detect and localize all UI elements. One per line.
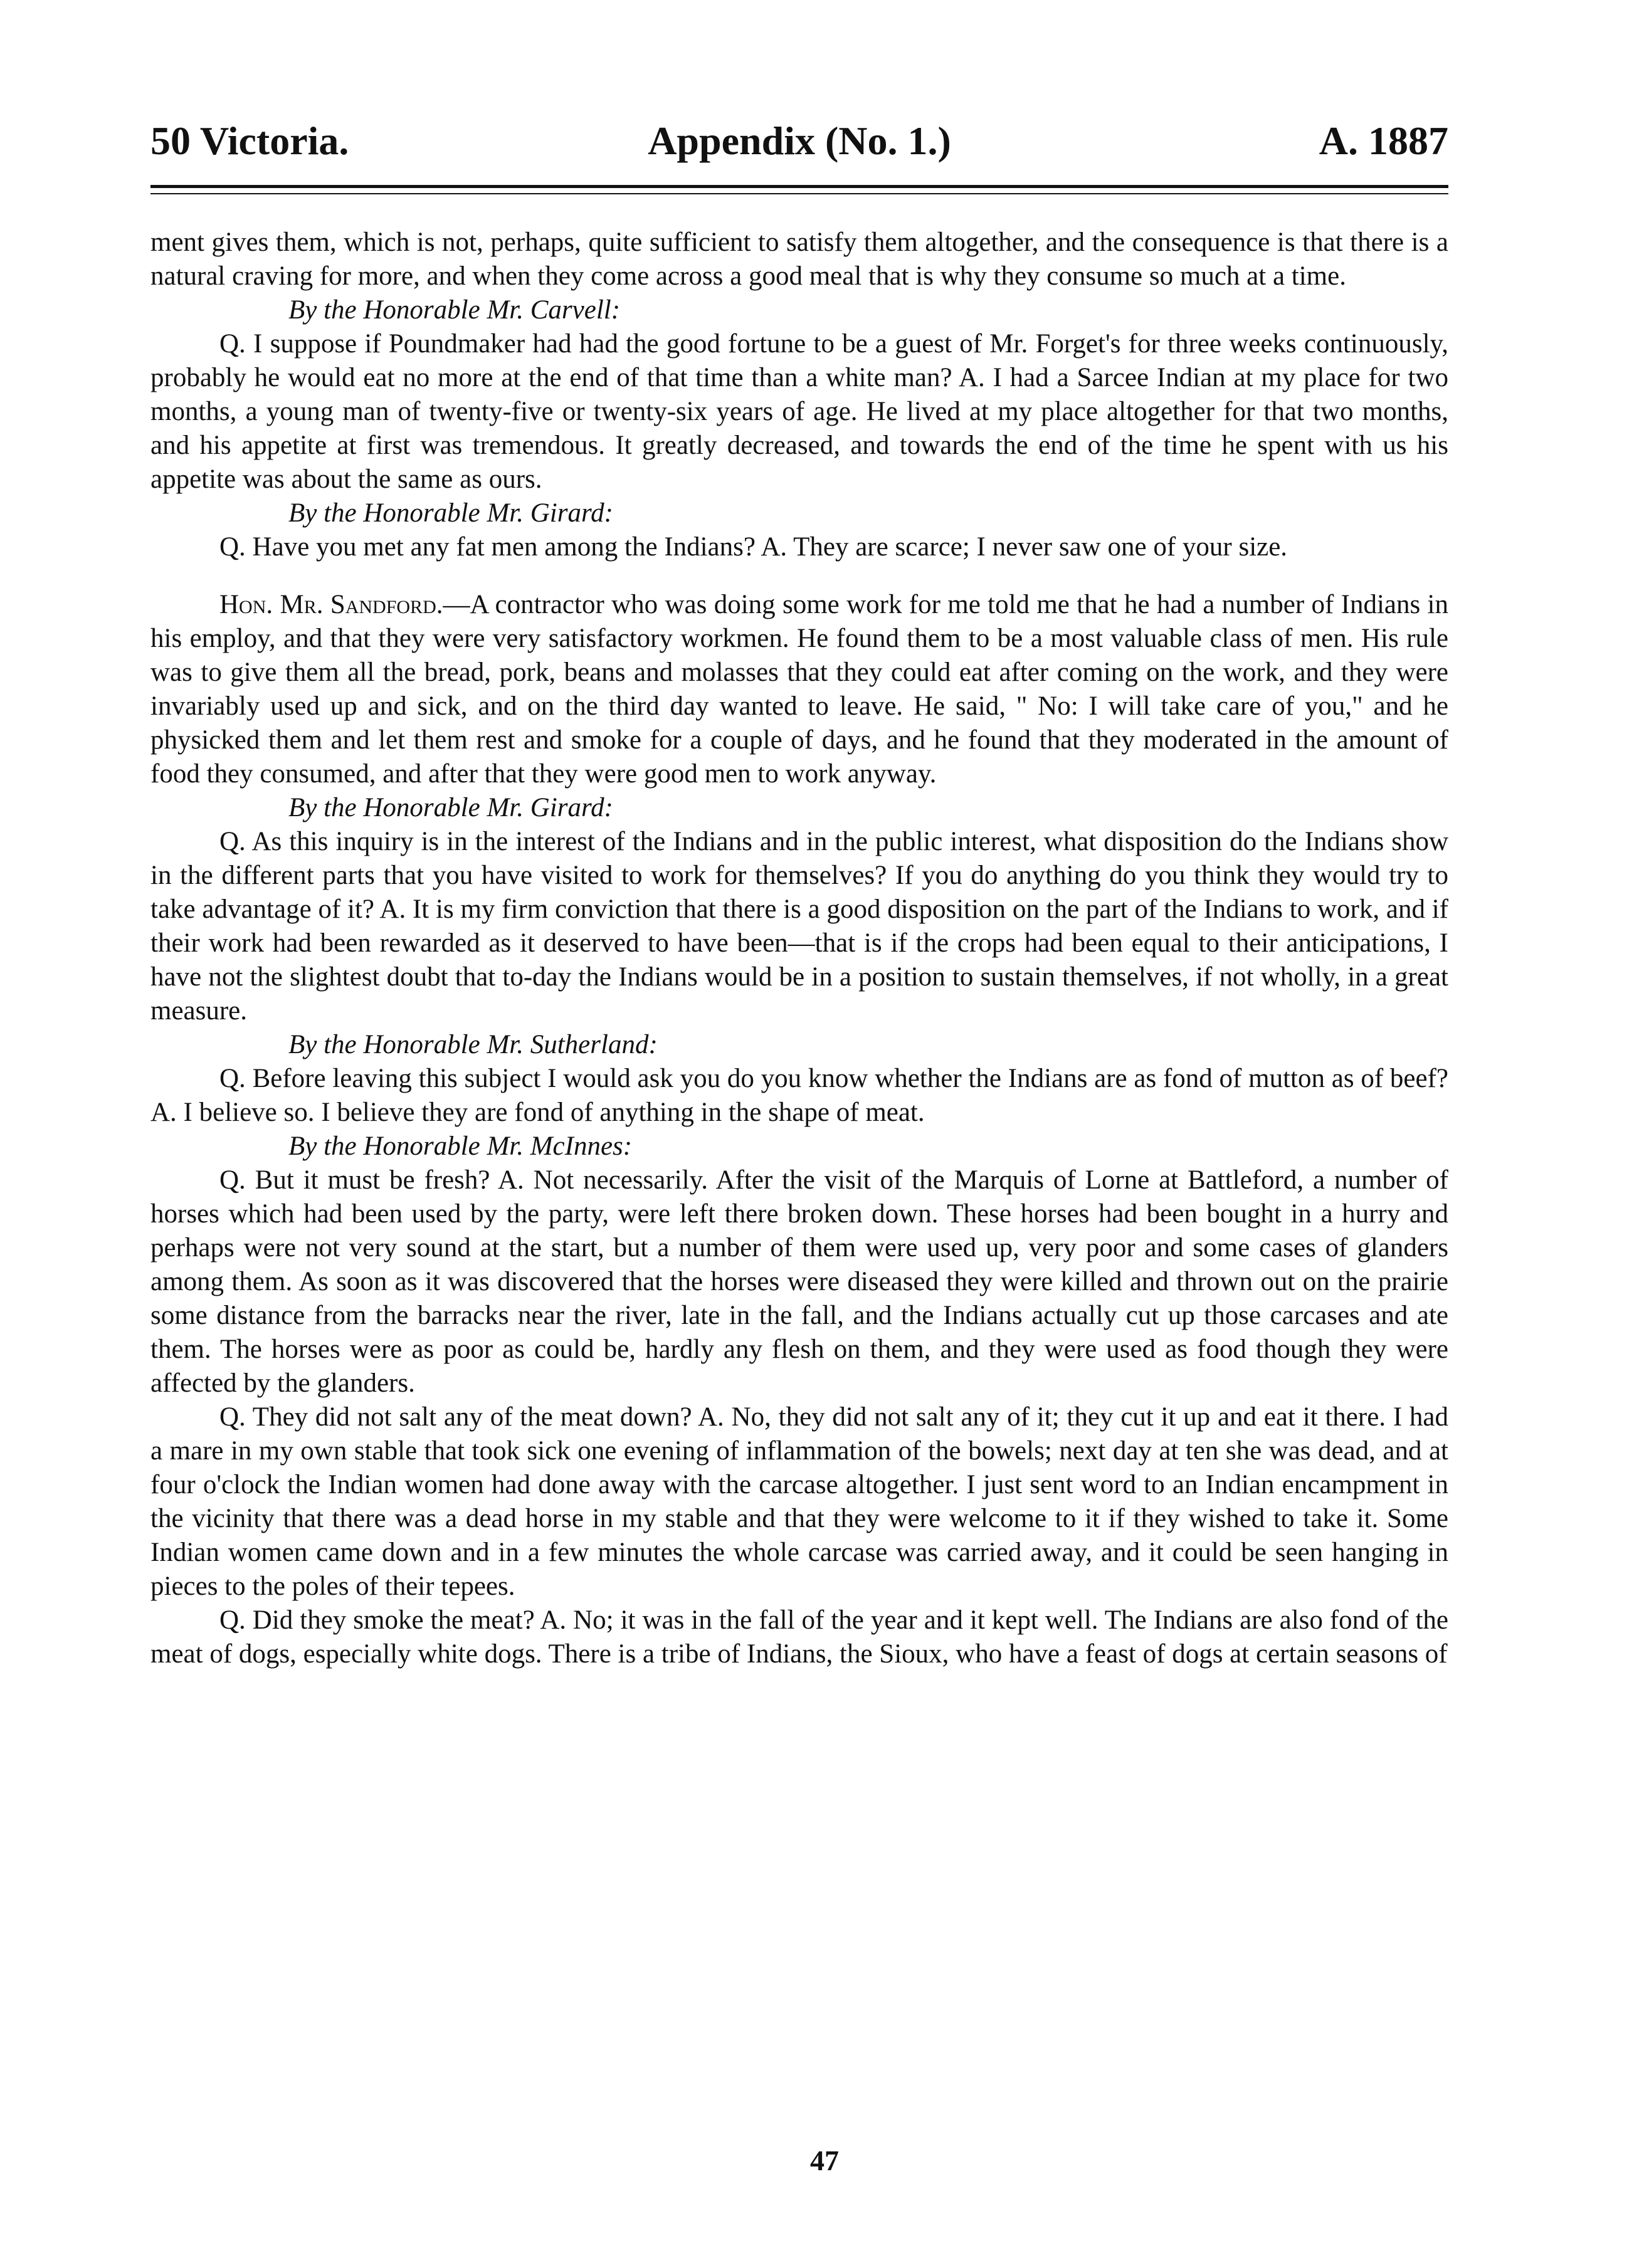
statement-speaker: Hon. Mr. Sandford. [219,590,443,619]
paragraph: Q. Did they smoke the meat? A. No; it was in the fall of the year and it kept well. The Indians are also fond of the meat of dogs, especially white dogs. There is a tribe of Indians, the Sioux, who have a feast of dogs at certain seasons of [150,1605,1448,1669]
speaker-heading: By the Honorable Mr. Carvell: [288,295,621,325]
header-rule-thin [150,193,1448,194]
speaker-heading: By the Honorable Mr. McInnes: [288,1131,633,1161]
page-number: 47 [810,2145,839,2176]
body-text [150,226,1448,1671]
running-head [150,113,1448,169]
paragraph: Q. As this inquiry is in the interest of the Indians and in the public interest, what disposition do the Indians show in the different parts that you have visited to work for themselves? If you do anything do you think they would try to take advantage of it? A. It is my firm conviction that there is a good disposition on the part of the Indians to work, and if their work had been rewarded as it deserved to have been—that is if the crops had been equal to their anticipations, I have not the slightest doubt that to-day the Indians would be in a position to sustain themselves, if not wholly, in a great measure. [150,827,1448,1026]
paragraph: Q. Have you met any fat men among the Indians? A. They are scarce; I never saw one of your size. [219,532,1288,562]
paragraph: Q. I suppose if Poundmaker had had the good fortune to be a guest of Mr. Forget's for three weeks continuously, probably he would eat no more at the end of that time than a white man? A. I had a Sarcee Indian at my place for two months, a young man of twenty-five or twenty-six years of age. He lived at my place altogether for that two months, and his appetite at first was tremendous. It greatly decreased, and towards the end of the time he spent with us his appetite was about the same as ours. [150,329,1448,494]
speaker-heading: By the Honorable Mr. Girard: [288,793,613,822]
header-appendix: Appendix (No. 1.) [648,118,951,163]
paragraph-continuation: ment gives them, which is not, perhaps, quite sufficient to satisfy them altogether, and the consequence is that there is a natural craving for more, and when they come across a good meal that is why they consume so much at a time. [150,228,1448,291]
speaker-heading: By the Honorable Mr. Sutherland: [288,1030,658,1059]
header-year: A. 1887 [1319,118,1448,163]
speaker-heading: By the Honorable Mr. Girard: [288,498,613,528]
statement-text: —A contractor who was doing some work for me told me that he had a number of Indians in his employ, and that they were very satisfactory workmen. He found them to be a most valuable class of men. His rule was to give them all the bread, pork, beans and molasses that they could eat after coming on the work, and they were invariably used up and sick, and on the third day wanted to leave. He said, " No: I will take care of you," and he physicked them and let them rest and smoke for a couple of days, and he found that they moderated in the amount of food they consumed, and after that they were good men to work anyway. [150,590,1449,789]
paragraph: Q. Before leaving this subject I would ask you do you know whether the Indians are as fond of mutton as of beef? A. I believe so. I believe they are fond of anything in the shape of meat. [150,1064,1448,1127]
paragraph: Q. They did not salt any of the meat down? A. No, they did not salt any of it; they cut it up and eat it there. I had a mare in my own stable that took sick one evening of inflammation of the bowels; next day at ten she was dead, and at four o'clock the Indian women had done away with the carcase altogether. I just sent word to an Indian encampment in the vicinity that there was a dead horse in my stable and that they were welcome to it if they wished to take it. Some Indian women came down and in a few minutes the whole carcase was carried away, and it could be seen hanging in pieces to the poles of their tepees. [150,1402,1448,1601]
header-rule-thick [150,185,1448,188]
header-session: 50 Victoria. [150,118,349,163]
statement-paragraph [150,588,1448,791]
paragraph: Q. But it must be fresh? A. Not necessarily. After the visit of the Marquis of Lorne at Battleford, a number of horses which had been used by the party, were left there broken down. These horses had been bought in a hurry and perhaps were not very sound at the start, but a number of them were used up, very poor and some cases of glanders among them. As soon as it was discovered that the horses were diseased they were killed and thrown out on the prairie some distance from the barracks near the river, late in the fall, and the Indians actually cut up those carcases and ate them. The horses were as poor as could be, hardly any flesh on them, and they were used as food though they were affected by the glanders. [150,1165,1448,1398]
